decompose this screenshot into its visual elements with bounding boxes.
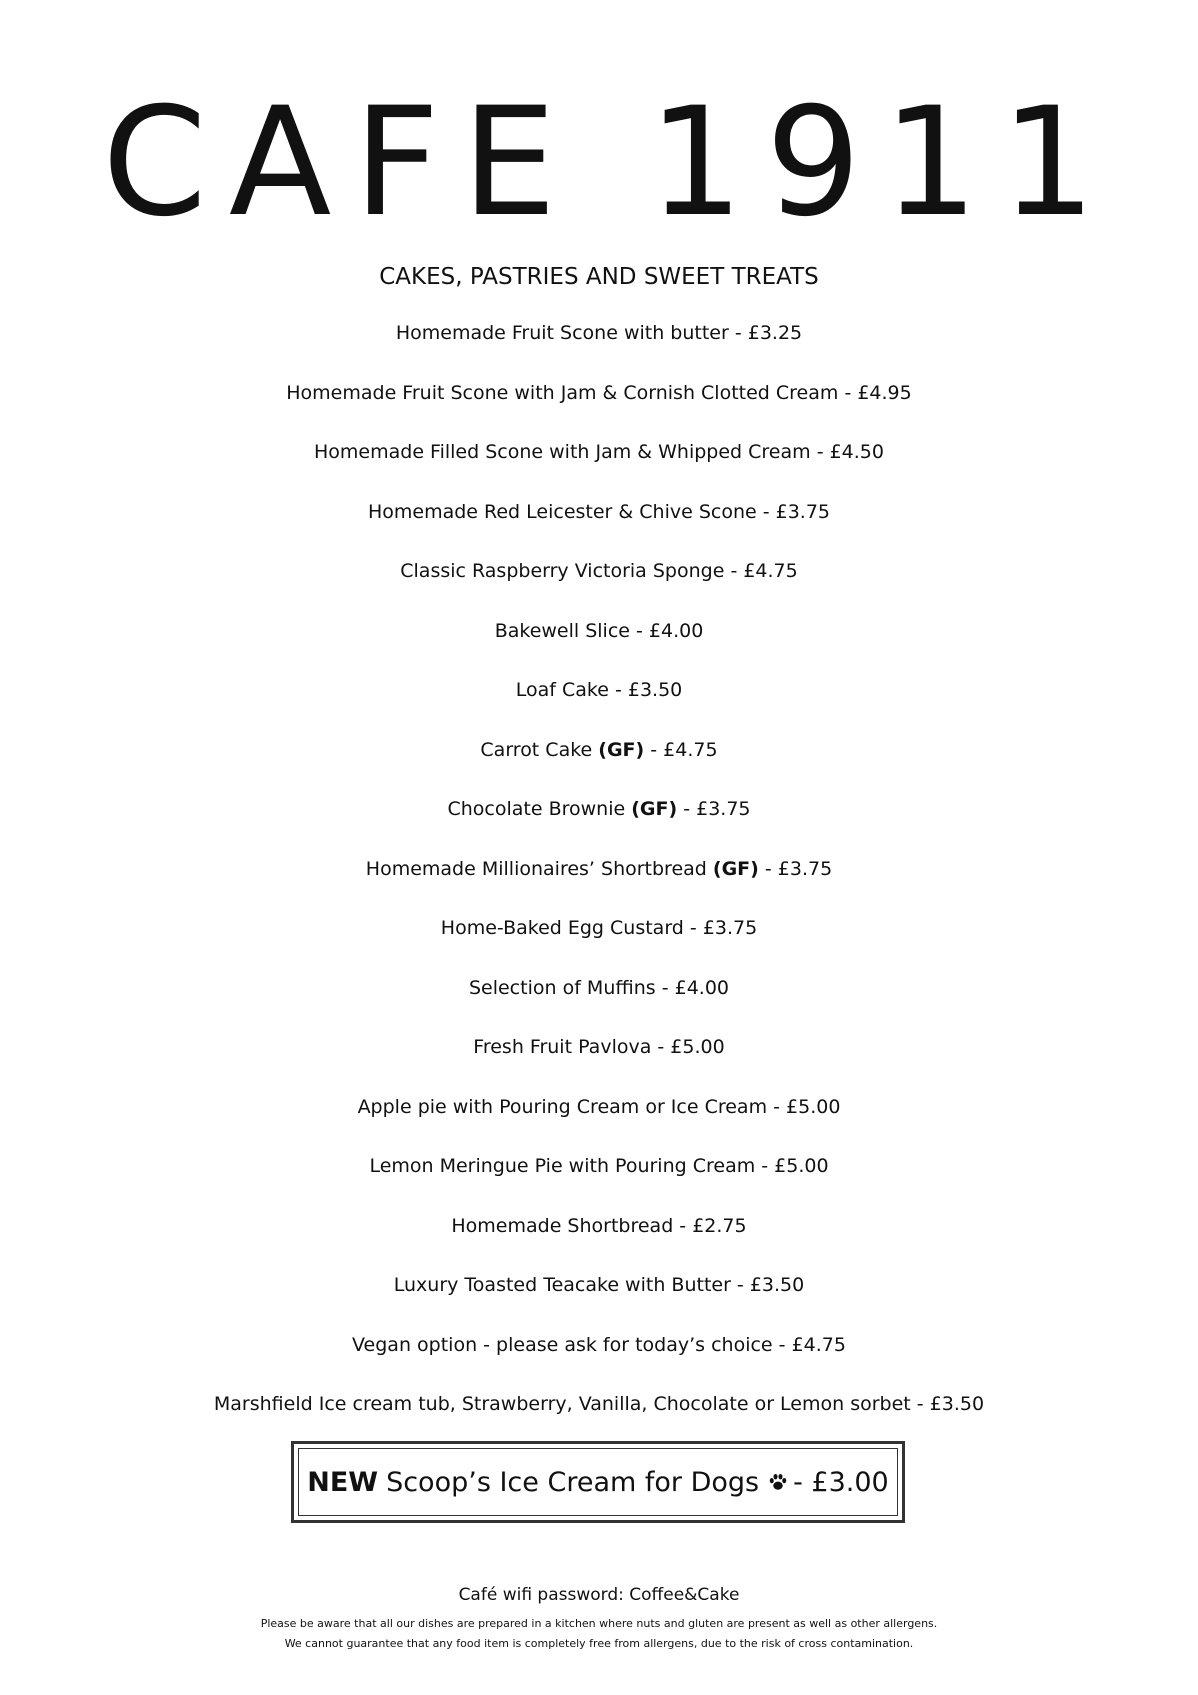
item-price: £3.75 (777, 857, 833, 880)
price-separator: - (730, 1274, 750, 1296)
item-name: Homemade Shortbread (451, 1214, 674, 1237)
wifi-password: Café wifi password: Coffee&Cake (458, 1585, 740, 1605)
price-separator: - (756, 500, 776, 523)
price-separator: - (655, 976, 675, 999)
price-separator: - (810, 441, 830, 463)
price-separator: - (683, 917, 703, 939)
item-price: £4.95 (857, 381, 912, 404)
menu-item (0, 675, 1198, 735)
item-price: £4.00 (674, 976, 730, 999)
price-separator: - (838, 381, 858, 404)
item-name: Homemade Millionaires’ Shortbread (365, 857, 707, 880)
menu-item (0, 1330, 1198, 1390)
price-separator: - (644, 738, 664, 761)
page-title: CAFE 1911 (102, 76, 1118, 250)
price-separator: - (651, 1036, 671, 1058)
item-price: £3.50 (749, 1274, 805, 1296)
item-price: £3.25 (747, 322, 803, 344)
menu-item (0, 735, 1198, 795)
item-price: £2.75 (692, 1214, 747, 1237)
item-name: Vegan option - please ask for today’s choice (352, 1333, 773, 1356)
price-separator: - (608, 679, 628, 701)
item-price: £3.50 (627, 679, 683, 701)
item-price: £4.50 (829, 441, 884, 463)
menu-item (0, 497, 1198, 557)
callout-inner-frame (298, 1448, 898, 1516)
item-name: Homemade Fruit Scone with Jam & Cornish Clotted Cream (286, 381, 839, 404)
item-price: £4.00 (648, 619, 704, 642)
menu-item (0, 616, 1198, 676)
menu-item (0, 1389, 1198, 1449)
item-name: Homemade Filled Scone with Jam & Whipped Cream (314, 441, 811, 463)
item-name: Chocolate Brownie (447, 798, 626, 820)
menu-item (0, 913, 1198, 973)
dog-ice-cream-callout (291, 1441, 905, 1523)
item-name: Luxury Toasted Teacake with Butter (393, 1274, 731, 1296)
item-name: Fresh Fruit Pavlova (473, 1036, 652, 1058)
menu-item (0, 318, 1198, 378)
item-price: £3.50 (929, 1393, 985, 1415)
menu-item (0, 556, 1198, 616)
menu-list (0, 318, 1198, 1449)
menu-item (0, 973, 1198, 1033)
price-separator: - (758, 857, 778, 880)
item-name: Homemade Red Leicester & Chive Scone (367, 500, 757, 523)
price-separator: - (677, 798, 697, 820)
allergen-notice-line-2: We cannot guarantee that any food item is completely free from allergens, due to the risk of cross contamination. (284, 1637, 914, 1650)
menu-item (0, 1092, 1198, 1152)
allergen-notice-line-1: Please be aware that all our dishes are prepared in a kitchen where nuts and gluten are present as well as other allergens. (260, 1617, 938, 1630)
price-separator: - (629, 619, 649, 642)
menu-item (0, 854, 1198, 914)
gluten-free-tag: (GF) (598, 738, 645, 761)
price-separator: - (772, 1333, 792, 1356)
menu-item (0, 1032, 1198, 1092)
item-price: £4.75 (743, 560, 798, 582)
gluten-free-tag: (GF) (712, 857, 759, 880)
item-name: Loaf Cake (515, 679, 609, 701)
item-price: £5.00 (774, 1155, 829, 1177)
menu-item (0, 378, 1198, 438)
item-name: Homemade Fruit Scone with butter (395, 322, 729, 344)
item-name: Marshfield Ice cream tub, Strawberry, Vanilla, Chocolate or Lemon sorbet (213, 1393, 917, 1415)
item-name: Classic Raspberry Victoria Sponge (400, 560, 725, 582)
price-separator: - (673, 1214, 693, 1237)
menu-item (0, 437, 1198, 497)
new-badge: NEW (307, 1466, 379, 1498)
price-separator: - (728, 322, 748, 344)
item-name: Carrot Cake (480, 738, 593, 761)
menu-item (0, 1151, 1198, 1211)
item-name: Apple pie with Pouring Cream or Ice Cream (357, 1095, 768, 1118)
menu-item (0, 1270, 1198, 1330)
price-separator: - (916, 1393, 930, 1415)
gluten-free-tag: (GF) (631, 798, 678, 820)
item-name: Bakewell Slice (494, 619, 630, 642)
menu-item (0, 1211, 1198, 1271)
menu-item (0, 794, 1198, 854)
menu-section-heading: CAKES, PASTRIES AND SWEET TREATS (379, 264, 819, 290)
item-price: £5.00 (786, 1095, 841, 1118)
item-price: £3.75 (696, 798, 751, 820)
paw-print-icon (767, 1471, 789, 1493)
dog-ice-cream-price: - £3.00 (793, 1466, 889, 1498)
item-price: £3.75 (775, 500, 831, 523)
item-price: £4.75 (663, 738, 718, 761)
item-price: £3.75 (702, 917, 758, 939)
dog-ice-cream-name: Scoop’s Ice Cream for Dogs (386, 1466, 760, 1498)
item-price: £4.75 (791, 1333, 846, 1356)
item-name: Lemon Meringue Pie with Pouring Cream (369, 1155, 756, 1177)
price-separator: - (767, 1095, 787, 1118)
item-name: Selection of Muffins (468, 976, 656, 999)
item-price: £5.00 (670, 1036, 725, 1058)
item-name: Home-Baked Egg Custard (440, 917, 684, 939)
price-separator: - (755, 1155, 775, 1177)
price-separator: - (724, 560, 744, 582)
